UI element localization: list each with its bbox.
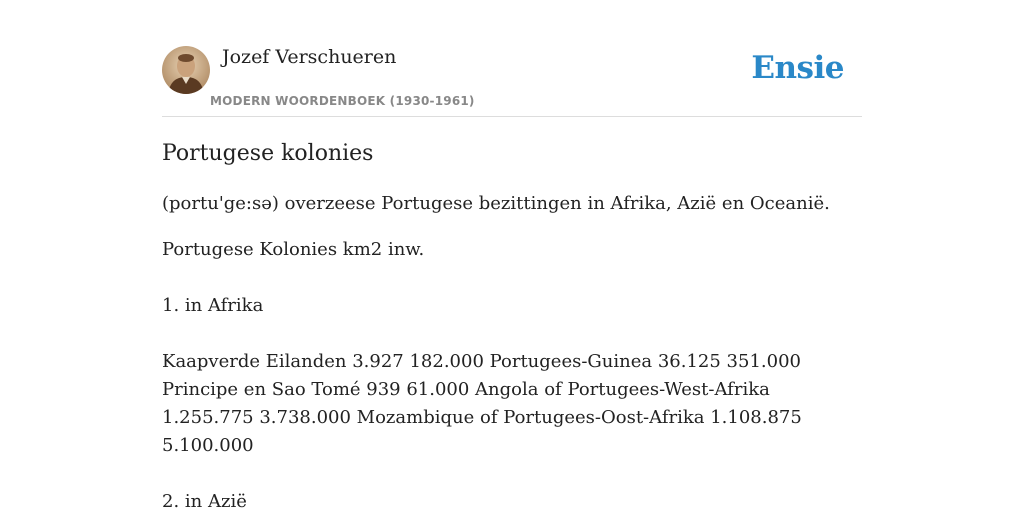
entry-line: 1. in Afrika bbox=[162, 295, 264, 316]
entry-line bbox=[162, 264, 862, 292]
entry-definition: (portu'ge:sə) overzeese Portugese bezittingen in Afrika, Azië en Oceanië. bbox=[162, 193, 830, 214]
portrait-image bbox=[162, 46, 210, 94]
entry-line: Portugese Kolonies km2 inw. bbox=[162, 239, 425, 260]
entry-line: Kaapverde Eilanden 3.927 182.000 Portugees-Guinea 36.125 351.000 Principe en Sao Tomé 939 61.000 Angola of Portugees-West-Afrika 1.255.775 3.738.000 Mozambique of Portugees-Oost-Afrika 1.108.875 5.100.000 bbox=[162, 351, 802, 456]
source-label[interactable]: MODERN WOORDENBOEK (1930-1961) bbox=[210, 94, 475, 108]
page-header bbox=[162, 44, 862, 117]
entry-line bbox=[162, 460, 862, 488]
ensie-logo[interactable]: Ensie bbox=[751, 50, 844, 86]
author-name[interactable]: Jozef Verschueren bbox=[222, 46, 397, 68]
entry-content bbox=[162, 138, 862, 516]
entry-title: Portugese kolonies bbox=[162, 141, 374, 166]
entry-line bbox=[162, 320, 862, 348]
entry-line: 2. in Azië bbox=[162, 491, 247, 512]
author-avatar[interactable] bbox=[162, 46, 210, 94]
